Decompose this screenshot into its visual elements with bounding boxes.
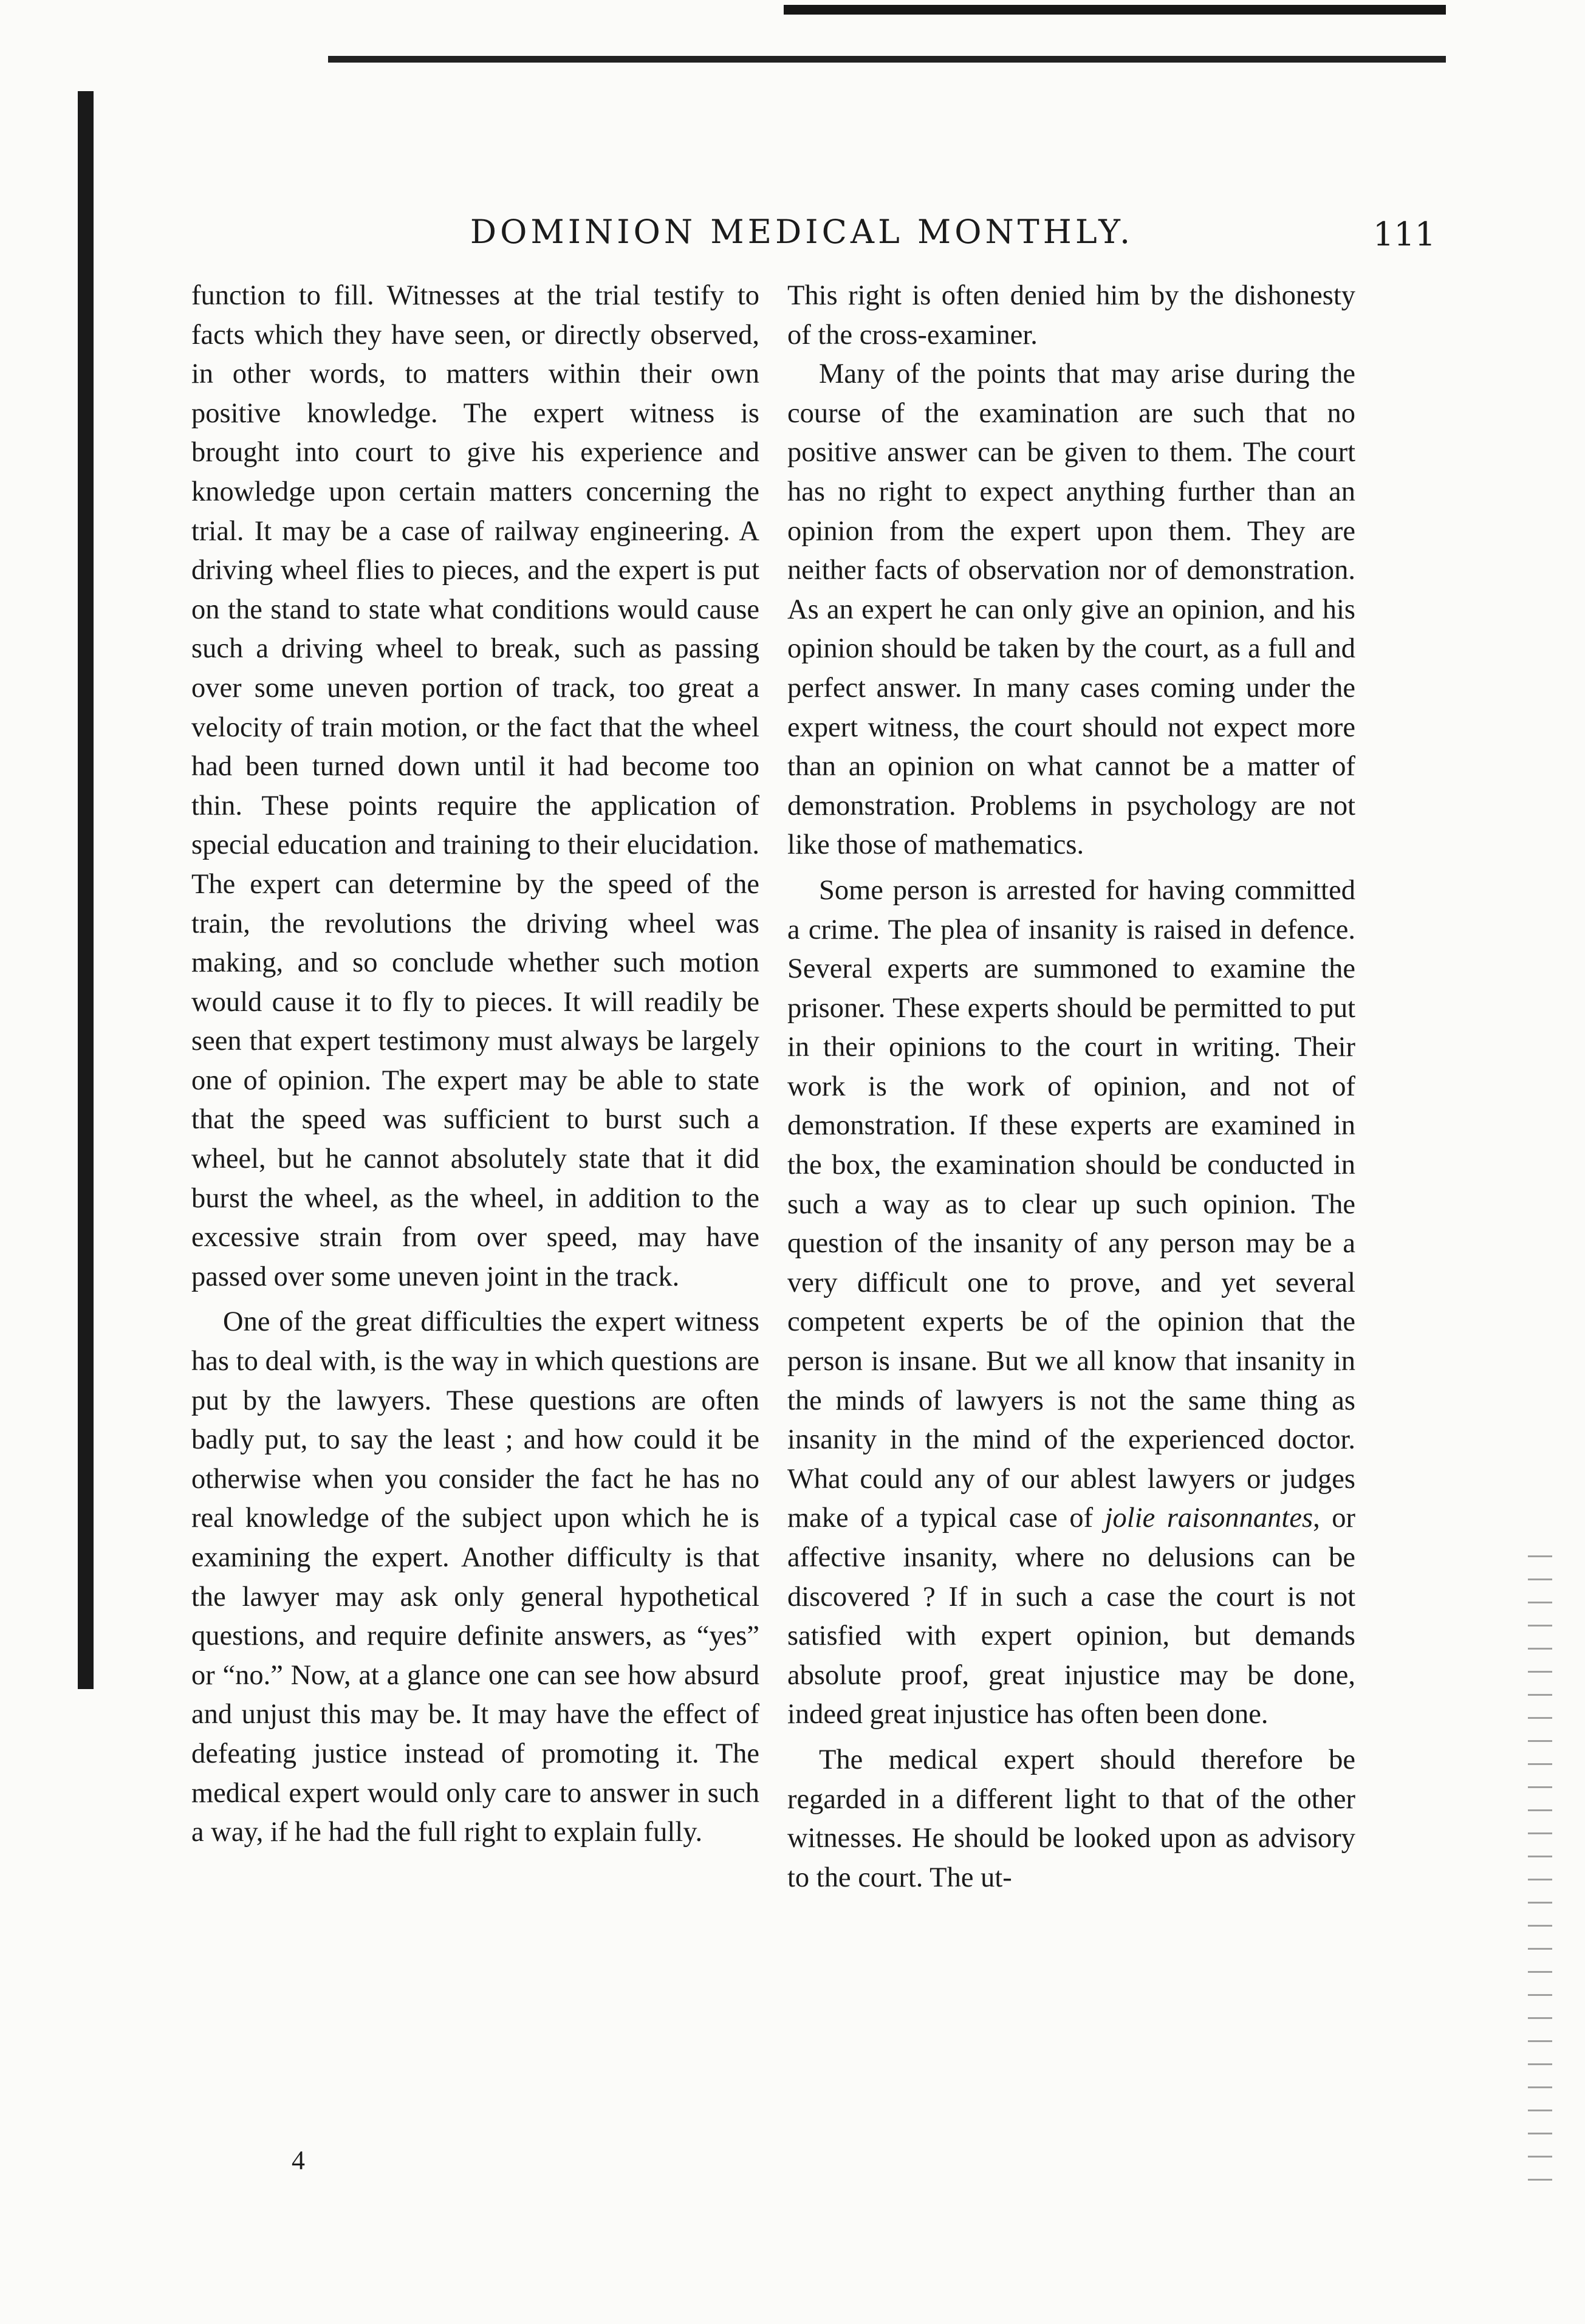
- paragraph: Many of the points that may arise during the course of the examination are such that no positive answer can be given to them. The court has no right to expect anything further than an opinion from the expert upon them. They are neither facts of observation nor of demonstration. As an expert he can only give an opinion, and his opinion should be taken by the court, as a full and perfect answer. In many cases coming under the expert witness, the court should not expect more than an opinion on what cannot be a matter of demonstration. Problems in psychology are not like those of mathematics.: [787, 358, 1355, 861]
- paragraph-text: , or affective insanity, where no delusions can be discovered ? If in such a case the court is not satisfied with expert opinion, but demands absolute proof, great injustice may be done, indeed great injustice has often been done.: [787, 1503, 1355, 1730]
- binding-shadow: [78, 91, 94, 1689]
- paragraph: [787, 871, 1355, 1735]
- paragraph: function to fill. Witnesses at the trial testify to facts which they have seen, or directly observed, in other words, to matters within their own positive knowledge. The expert witness is brought into court to give his experience and knowledge upon certain matters concerning the trial. It may be a case of railway engineering. A driving wheel flies to pieces, and the expert is put on the stand to state what conditions would cause such a driving wheel to break, such as passing over some uneven portion of track, too great a velocity of train motion, or the fact that the wheel had been turned down until it had become too thin. These points require the application of special education and training to their elucidation. The expert can determine by the speed of the train, the revolutions the driving wheel was making, and so conclude whether such motion would cause it to fly to pieces. It will readily be seen that expert testimony must always be largely one of opinion. The expert may be able to state that the speed was sufficient to burst such a wheel, but he cannot absolutely state that it did burst the wheel, as the wheel, in addition to the excessive strain from over speed, may have passed over some uneven joint in the track.: [191, 280, 759, 1292]
- signature-mark: 4: [292, 2145, 305, 2175]
- running-head: DOMINION MEDICAL MONTHLY.: [470, 213, 1134, 251]
- paragraph: The medical expert should therefore be regarded in a different light to that of the other witnesses. He should be looked upon as advisory to the court. The ut-: [787, 1744, 1355, 1893]
- header-rule: [328, 56, 1446, 68]
- paragraph: One of the great difficulties the expert witness has to deal with, is the way in which questions are put by the lawyers. These questions are often badly put, to say the least ; and how could it be otherwise when you consider the fact he has no real knowledge of the subject upon which he is examining the expert. Another difficulty is that the lawyer may ask only general hypothetical questions, and require definite answers, as “yes” or “no.” Now, at a glance one can see how absurd and unjust this may be. It may have the effect of defeating justice instead of promoting it. The medical expert would only care to answer in such a way, if he had the full right to explain fully.: [191, 1306, 759, 1848]
- paragraph: This right is often denied him by the dishonesty of the cross-examiner.: [787, 280, 1355, 351]
- page-number: 111: [1373, 215, 1436, 253]
- paragraph-text: Some person is arrested for having committed a crime. The plea of insanity is raised in defence. Several experts are summoned to examine the prisoner. These experts should be permitted to put in their opinions to the court in writing. Their work is the work of opinion, and not of demonstration. If these experts are examined in the box, the examination should be conducted in such a way as to clear up such opinion. The question of the insanity of any person may be a very difficult one to prove, and yet several competent experts be of the opinion that the person is insane. But we all know that insanity in the minds of lawyers is not the same thing as insanity in the mind of the experienced doctor. What could any of our ablest lawyers or judges make of a typical case of: [787, 874, 1355, 1534]
- right-column: [787, 276, 1355, 1897]
- scan-edge-mark: [784, 5, 1446, 15]
- italic-term: jolie raisonnantes: [1104, 1503, 1313, 1534]
- scan-noise: [1528, 1555, 1552, 2193]
- left-column: [191, 276, 759, 1853]
